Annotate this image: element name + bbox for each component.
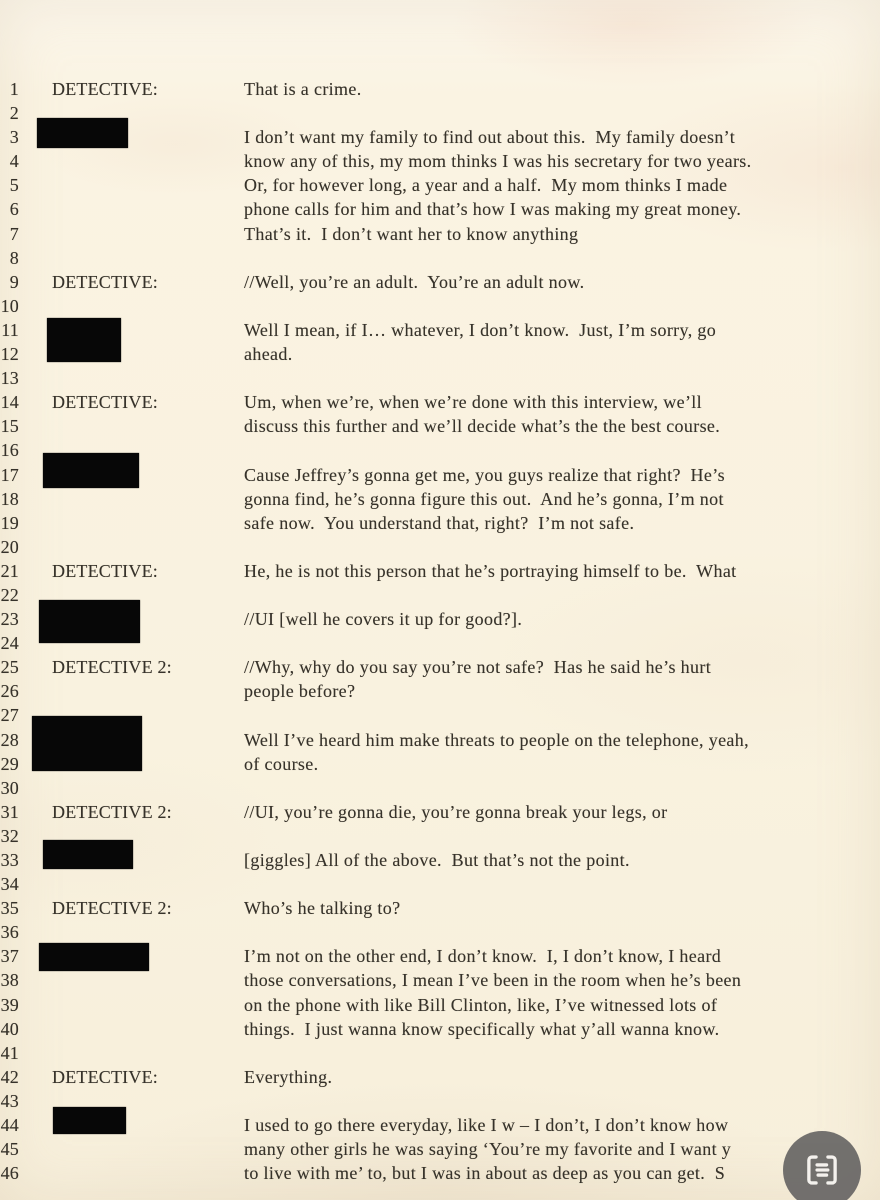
line-number: 34 bbox=[0, 874, 19, 895]
line-number: 15 bbox=[0, 416, 19, 437]
line-number: 43 bbox=[0, 1090, 19, 1111]
line-number: 27 bbox=[0, 705, 19, 726]
line-number: 28 bbox=[0, 729, 19, 750]
line-number: 18 bbox=[0, 488, 19, 509]
line-number: 17 bbox=[0, 464, 19, 485]
transcript-line bbox=[0, 125, 880, 149]
line-number: 2 bbox=[9, 103, 19, 124]
speaker-label: DETECTIVE: bbox=[52, 560, 158, 581]
transcript-line bbox=[0, 1161, 880, 1185]
dialogue-text: //UI [well he covers it up for good?]. bbox=[244, 609, 523, 630]
dialogue-text: things. I just wanna know specifically what y’all wanna know. bbox=[244, 1018, 720, 1039]
transcript-line bbox=[0, 318, 880, 342]
dialogue-text: Or, for however long, a year and a half. My mom thinks I made bbox=[244, 175, 728, 196]
transcript-line bbox=[0, 294, 880, 318]
line-number: 10 bbox=[0, 295, 19, 316]
dialogue-text: Well I’ve heard him make threats to people on the telephone, yeah, bbox=[244, 729, 749, 750]
line-number: 3 bbox=[9, 127, 19, 148]
dialogue-text: those conversations, I mean I’ve been in the room when he’s been bbox=[244, 970, 742, 991]
transcript-line bbox=[0, 1137, 880, 1161]
line-number: 45 bbox=[0, 1139, 19, 1160]
dialogue-text: //Why, why do you say you’re not safe? Has he said he’s hurt bbox=[244, 657, 712, 678]
dialogue-text: to live with me’ to, but I was in about as deep as you can get. S bbox=[244, 1163, 726, 1184]
transcript-line bbox=[0, 246, 880, 270]
line-number: 42 bbox=[0, 1066, 19, 1087]
line-number: 26 bbox=[0, 681, 19, 702]
line-number: 36 bbox=[0, 922, 19, 943]
transcript-line bbox=[0, 703, 880, 727]
line-number: 13 bbox=[0, 368, 19, 389]
dialogue-text: Who’s he talking to? bbox=[244, 898, 401, 919]
line-number: 30 bbox=[0, 777, 19, 798]
line-number: 25 bbox=[0, 657, 19, 678]
dialogue-text: [giggles] All of the above. But that’s not the point. bbox=[244, 850, 630, 870]
dialogue-text: phone calls for him and that’s how I was making my great money. bbox=[244, 199, 742, 220]
line-number: 19 bbox=[0, 512, 19, 533]
transcript-line bbox=[0, 896, 880, 920]
dialogue-text: That is a crime. bbox=[244, 79, 362, 99]
line-number: 6 bbox=[9, 199, 19, 220]
transcript-line bbox=[0, 511, 880, 535]
line-number: 46 bbox=[0, 1163, 19, 1184]
dialogue-text: safe now. You understand that, right? I’m not safe. bbox=[244, 512, 635, 533]
transcript-line bbox=[0, 197, 880, 221]
transcript-line bbox=[0, 848, 880, 872]
transcript-line bbox=[0, 222, 880, 246]
transcript bbox=[0, 77, 880, 1185]
dialogue-text: //Well, you’re an adult. You’re an adult now. bbox=[244, 271, 585, 292]
line-number: 1 bbox=[9, 79, 19, 99]
transcript-line bbox=[0, 77, 880, 101]
transcript-line bbox=[0, 728, 880, 752]
transcript-line bbox=[0, 968, 880, 992]
dialogue-text: I don’t want my family to find out about this. My family doesn’t bbox=[244, 127, 736, 148]
line-number: 35 bbox=[0, 898, 19, 919]
dialogue-text: That’s it. I don’t want her to know anything bbox=[244, 223, 579, 244]
transcript-line bbox=[0, 993, 880, 1017]
transcript-line bbox=[0, 366, 880, 390]
dialogue-text: Everything. bbox=[244, 1066, 333, 1087]
transcript-line bbox=[0, 776, 880, 800]
line-number: 40 bbox=[0, 1018, 19, 1039]
dialogue-text: Um, when we’re, when we’re done with this interview, we’ll bbox=[244, 392, 702, 413]
line-number: 33 bbox=[0, 850, 19, 870]
transcript-line bbox=[0, 390, 880, 414]
line-number: 14 bbox=[0, 392, 19, 413]
line-number: 32 bbox=[0, 825, 19, 846]
speaker-label: DETECTIVE: bbox=[52, 79, 158, 99]
dialogue-text: discuss this further and we’ll decide what’s the the best course. bbox=[244, 416, 721, 437]
line-number: 37 bbox=[0, 946, 19, 967]
transcript-line bbox=[0, 583, 880, 607]
scan-text-button[interactable] bbox=[783, 1131, 861, 1200]
transcript-line bbox=[0, 824, 880, 848]
transcript-line bbox=[0, 631, 880, 655]
line-number: 12 bbox=[0, 344, 19, 365]
dialogue-text: He, he is not this person that he’s portraying himself to be. What bbox=[244, 560, 737, 581]
transcript-line bbox=[0, 679, 880, 703]
transcript-line bbox=[0, 270, 880, 294]
line-number: 16 bbox=[0, 440, 19, 461]
dialogue-text: Well I mean, if I… whatever, I don’t know. Just, I’m sorry, go bbox=[244, 319, 717, 340]
dialogue-text: know any of this, my mom thinks I was his secretary for two years. bbox=[244, 151, 752, 172]
dialogue-text: people before? bbox=[244, 681, 356, 702]
transcript-line bbox=[0, 463, 880, 487]
speaker-label: DETECTIVE 2: bbox=[52, 898, 172, 919]
dialogue-text: on the phone with like Bill Clinton, like, I’ve witnessed lots of bbox=[244, 994, 718, 1015]
transcript-line bbox=[0, 1113, 880, 1137]
dialogue-text: many other girls he was saying ‘You’re my favorite and I want y bbox=[244, 1139, 732, 1160]
dialogue-text: gonna find, he’s gonna figure this out. And he’s gonna, I’m not bbox=[244, 488, 724, 509]
dialogue-text: of course. bbox=[244, 753, 319, 774]
transcript-line bbox=[0, 535, 880, 559]
line-number: 44 bbox=[0, 1115, 19, 1136]
transcript-line bbox=[0, 607, 880, 631]
transcript-line bbox=[0, 149, 880, 173]
line-number: 21 bbox=[0, 560, 19, 581]
transcript-line bbox=[0, 1017, 880, 1041]
transcript-line bbox=[0, 920, 880, 944]
line-number: 41 bbox=[0, 1042, 19, 1063]
transcript-line bbox=[0, 800, 880, 824]
scan-text-icon bbox=[801, 1149, 843, 1191]
speaker-label: DETECTIVE: bbox=[52, 271, 158, 292]
line-number: 20 bbox=[0, 536, 19, 557]
transcript-line bbox=[0, 438, 880, 462]
line-number: 29 bbox=[0, 753, 19, 774]
speaker-label: DETECTIVE 2: bbox=[52, 657, 172, 678]
dialogue-text: ahead. bbox=[244, 344, 293, 365]
transcript-line bbox=[0, 173, 880, 197]
transcript-line bbox=[0, 944, 880, 968]
dialogue-text: I’m not on the other end, I don’t know. I, I don’t know, I heard bbox=[244, 946, 722, 967]
speaker-label: DETECTIVE: bbox=[52, 1066, 158, 1087]
transcript-line bbox=[0, 655, 880, 679]
line-number: 23 bbox=[0, 609, 19, 630]
transcript-line bbox=[0, 1041, 880, 1065]
line-number: 39 bbox=[0, 994, 19, 1015]
transcript-line bbox=[0, 101, 880, 125]
transcript-line bbox=[0, 872, 880, 896]
line-number: 24 bbox=[0, 633, 19, 654]
line-number: 5 bbox=[9, 175, 19, 196]
dialogue-text: //UI, you’re gonna die, you’re gonna break your legs, or bbox=[244, 801, 668, 822]
transcript-line bbox=[0, 414, 880, 438]
line-number: 22 bbox=[0, 584, 19, 605]
transcript-line bbox=[0, 1065, 880, 1089]
transcript-line bbox=[0, 752, 880, 776]
line-number: 31 bbox=[0, 801, 19, 822]
line-number: 9 bbox=[9, 271, 19, 292]
line-number: 8 bbox=[9, 247, 19, 268]
transcript-line bbox=[0, 487, 880, 511]
dialogue-text: I used to go there everyday, like I w – I don’t, I don’t know how bbox=[244, 1115, 729, 1136]
transcript-line bbox=[0, 559, 880, 583]
line-number: 11 bbox=[1, 319, 19, 340]
transcript-line bbox=[0, 342, 880, 366]
line-number: 7 bbox=[9, 223, 19, 244]
speaker-label: DETECTIVE 2: bbox=[52, 801, 172, 822]
speaker-label: DETECTIVE: bbox=[52, 392, 158, 413]
line-number: 4 bbox=[9, 151, 19, 172]
dialogue-text: Cause Jeffrey’s gonna get me, you guys realize that right? He’s bbox=[244, 464, 725, 485]
line-number: 38 bbox=[0, 970, 19, 991]
transcript-line bbox=[0, 1089, 880, 1113]
